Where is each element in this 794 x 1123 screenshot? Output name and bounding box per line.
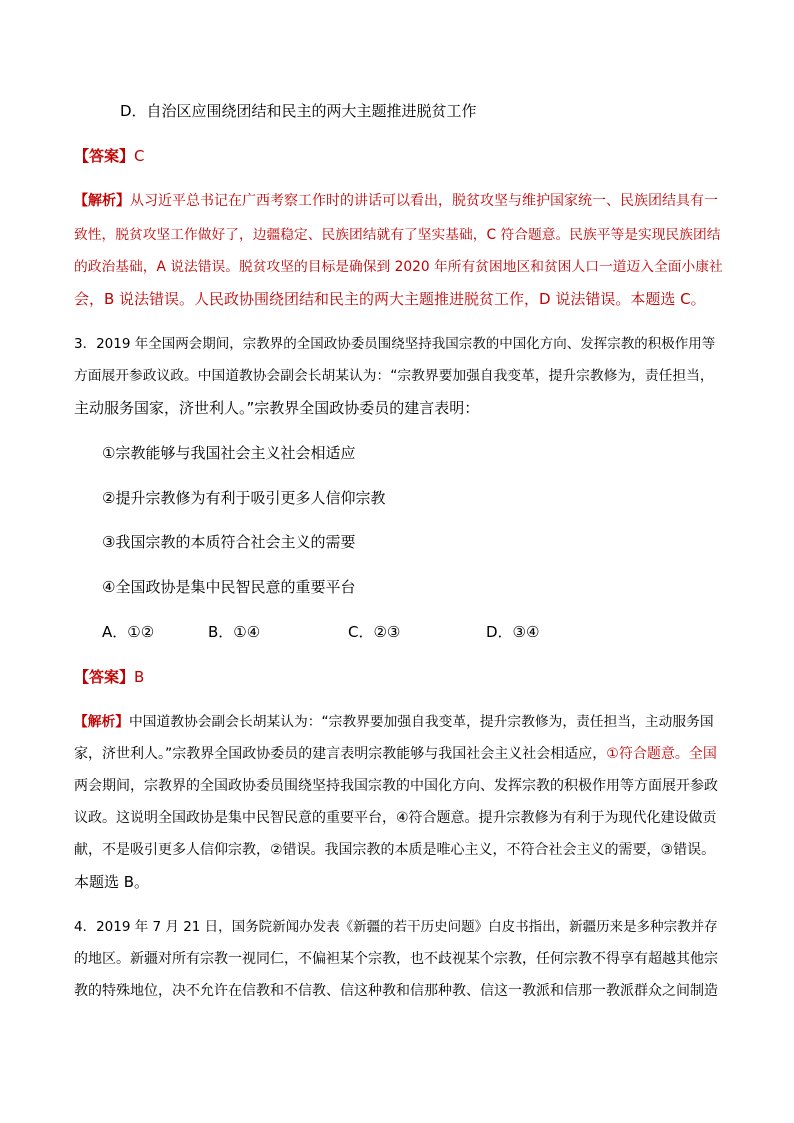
q3-analysis-line-1: [74, 712, 714, 732]
q2-analysis-line-1: [74, 191, 718, 211]
q2-analysis-line-3: 的政治基础，A 说法错误。脱贫攻坚的目标是确保到 2020 年所有贫困地区和贫困人口一道迈入全面小康社: [74, 259, 723, 275]
q3-answer: [74, 667, 144, 687]
analysis-tag: 【解析】: [74, 714, 130, 730]
answer-value: C: [134, 147, 145, 165]
q3-option-a: A．①②: [102, 623, 155, 641]
analysis-highlight: ①符合题意。全国: [606, 746, 717, 762]
answer-value: B: [134, 668, 145, 686]
q3-analysis-line-5: 献，不是吸引更多人信仰宗教，②错误。我国宗教的本质是唯心主义，不符合社会主义的需要，③错误。: [74, 842, 716, 858]
q3-analysis-line-6: 本题选 B。: [74, 873, 150, 891]
q3-option-c: C．②③: [348, 623, 401, 641]
answer-tag: 【答案】: [74, 668, 135, 686]
q2-answer: [74, 146, 145, 166]
q3-analysis-line-2: [74, 744, 717, 764]
q3-option-b: B．①④: [208, 623, 261, 641]
answer-tag: 【答案】: [74, 147, 135, 165]
analysis-text: 家，济世利人。”宗教界全国政协委员的建言表明宗教能够与我国社会主义社会相适应，: [74, 746, 607, 762]
q3-stem-line-3: 主动服务国家，济世利人。”宗教界全国政协委员的建言表明：: [74, 399, 480, 417]
q3-item-2: ②提升宗教修为有利于吸引更多人信仰宗教: [102, 489, 386, 507]
q4-stem-line-3: 教的特殊地位，决不允许在信教和不信教、信这种教和信那种教、信这一教派和信那一教派群众之间制造: [74, 983, 718, 999]
q3-analysis-line-4: 议政。这说明全国政协是集中民智民意的重要平台，④符合题意。提升宗教修为有利于为现代化建设做贡: [74, 810, 717, 826]
q3-stem-line-1: 3．2019 年全国两会期间，宗教界的全国政协委员围绕坚持我国宗教的中国化方向、发挥宗教的积极作用等: [74, 336, 716, 352]
q3-item-1: ①宗教能够与我国社会主义社会相适应: [102, 444, 356, 462]
analysis-text: 中国道教协会副会长胡某认为：“宗教界要加强自我变革，提升宗教修为，责任担当，主动服务国: [129, 714, 714, 730]
q3-stem-line-2: 方面展开参政议政。中国道教协会副会长胡某认为：“宗教界要加强自我变革，提升宗教修为，责任担当，: [74, 368, 714, 384]
q2-analysis-line-2: 致性，脱贫攻坚工作做好了，边疆稳定、民族团结就有了坚实基础，C 符合题意。民族平等是实现民族团结: [74, 227, 721, 243]
option-d: D．自治区应围绕团结和民主的两大主题推进脱贫工作: [120, 102, 477, 120]
q4-stem-line-1: 4．2019 年 7 月 21 日，国务院新闻办发表《新疆的若干历史问题》白皮书指出，新疆历来是多种宗教并存: [74, 919, 718, 935]
q4-stem-line-2: 的地区。新疆对所有宗教一视同仁，不偏袒某个宗教，也不歧视某个宗教，任何宗教不得享有超越其他宗: [74, 951, 718, 967]
analysis-tag: 【解析】: [74, 193, 130, 209]
q3-item-4: ④全国政协是集中民智民意的重要平台: [102, 578, 356, 596]
q3-option-d: D．③④: [486, 623, 540, 641]
q3-analysis-line-3: 两会期间，宗教界的全国政协委员围绕坚持我国宗教的中国化方向、发挥宗教的积极作用等方面展开参政: [74, 778, 718, 794]
analysis-text: 从习近平总书记在广西考察工作时的讲话可以看出，脱贫攻坚与维护国家统一、民族团结具有一: [130, 193, 718, 209]
q3-item-3: ③我国宗教的本质符合社会主义的需要: [102, 533, 356, 551]
q2-analysis-line-4: 会，B 说法错误。人民政协围绕团结和民主的两大主题推进脱贫工作，D 说法错误。本题选 C。: [74, 290, 706, 308]
